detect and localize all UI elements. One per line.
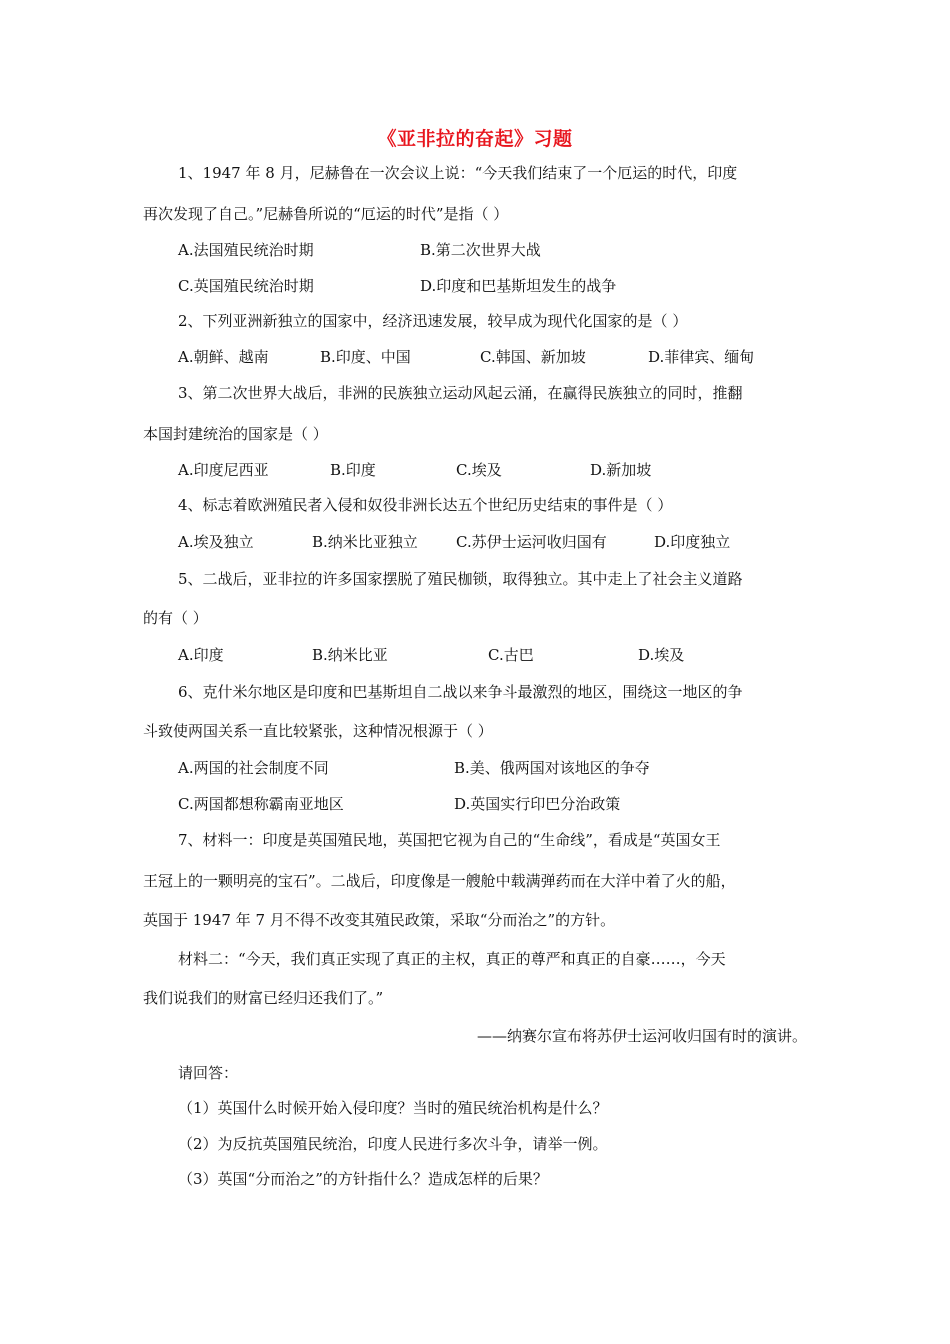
page-title: 《亚非拉的奋起》习题 xyxy=(377,128,573,150)
question-7-line-1: 7、材料一：印度是英国殖民地，英国把它视为自己的“生命线”，看成是“英国女王 xyxy=(178,831,721,849)
question-5-option-c: C.古巴 xyxy=(488,646,534,664)
material-2-source: ——纳赛尔宣布将苏伊士运河收归国有时的演讲。 xyxy=(476,1027,807,1045)
question-5-line-2: 的有（ ） xyxy=(143,609,208,627)
question-3-option-a: A.印度尼西亚 xyxy=(178,461,269,479)
material-2-line-1: 材料二：“今天，我们真正实现了真正的主权，真正的尊严和真正的自豪……，今天 xyxy=(178,950,726,968)
question-7-line-2: 王冠上的一颗明亮的宝石”。二战后，印度像是一艘舱中载满弹药而在大洋中着了火的船， xyxy=(143,872,736,890)
question-6-line-2: 斗致使两国关系一直比较紧张，这种情况根源于（ ） xyxy=(143,722,493,740)
question-6-line-1: 6、克什米尔地区是印度和巴基斯坦自二战以来争斗最激烈的地区，围绕这一地区的争 xyxy=(178,683,743,701)
question-1-line-1: 1、1947 年 8 月，尼赫鲁在一次会议上说：“今天我们结束了一个厄运的时代，印度 xyxy=(178,164,738,182)
question-7-line-3: 英国于 1947 年 7 月不得不改变其殖民政策，采取“分而治之”的方针。 xyxy=(143,911,616,929)
question-6-option-b: B.美、俄两国对该地区的争夺 xyxy=(454,759,650,777)
question-3-option-b: B.印度 xyxy=(330,461,376,479)
question-3-line-2: 本国封建统治的国家是（ ） xyxy=(143,425,328,443)
answer-prompt: 请回答： xyxy=(178,1064,239,1082)
sub-question-3: （3）英国“分而治之”的方针指什么？造成怎样的后果？ xyxy=(178,1170,548,1188)
question-1-option-b: B.第二次世界大战 xyxy=(420,241,541,259)
question-2-option-a: A.朝鲜、越南 xyxy=(178,348,269,366)
question-3-line-1: 3、第二次世界大战后，非洲的民族独立运动风起云涌，在赢得民族独立的同时，推翻 xyxy=(178,384,743,402)
sub-question-1: （1）英国什么时候开始入侵印度？当时的殖民统治机构是什么？ xyxy=(178,1099,608,1117)
question-4-option-c: C.苏伊士运河收归国有 xyxy=(456,533,607,551)
question-4-option-a: A.埃及独立 xyxy=(178,533,254,551)
question-1-line-2: 再次发现了自己。”尼赫鲁所说的“厄运的时代”是指（ ） xyxy=(143,205,509,223)
question-1-option-d: D.印度和巴基斯坦发生的战争 xyxy=(420,277,617,295)
question-6-option-c: C.两国都想称霸南亚地区 xyxy=(178,795,344,813)
question-5-line-1: 5、二战后，亚非拉的许多国家摆脱了殖民枷锁，取得独立。其中走上了社会主义道路 xyxy=(178,570,743,588)
question-3-option-d: D.新加坡 xyxy=(590,461,652,479)
question-2-option-b: B.印度、中国 xyxy=(320,348,411,366)
question-3-option-c: C.埃及 xyxy=(456,461,502,479)
question-2-line-1: 2、下列亚洲新独立的国家中，经济迅速发展，较早成为现代化国家的是（ ） xyxy=(178,312,688,330)
question-5-option-a: A.印度 xyxy=(178,646,224,664)
material-2-line-2: 我们说我们的财富已经归还我们了。” xyxy=(143,989,384,1007)
question-1-option-a: A.法国殖民统治时期 xyxy=(178,241,314,259)
question-5-option-d: D.埃及 xyxy=(638,646,685,664)
question-2-option-d: D.菲律宾、缅甸 xyxy=(648,348,755,366)
question-1-option-c: C.英国殖民统治时期 xyxy=(178,277,314,295)
question-4-option-d: D.印度独立 xyxy=(654,533,731,551)
question-4-line-1: 4、标志着欧洲殖民者入侵和奴役非洲长达五个世纪历史结束的事件是（ ） xyxy=(178,496,673,514)
question-4-option-b: B.纳米比亚独立 xyxy=(312,533,418,551)
question-2-option-c: C.韩国、新加坡 xyxy=(480,348,586,366)
question-6-option-a: A.两国的社会制度不同 xyxy=(178,759,329,777)
question-6-option-d: D.英国实行印巴分治政策 xyxy=(454,795,621,813)
sub-question-2: （2）为反抗英国殖民统治，印度人民进行多次斗争，请举一例。 xyxy=(178,1135,608,1153)
question-5-option-b: B.纳米比亚 xyxy=(312,646,388,664)
